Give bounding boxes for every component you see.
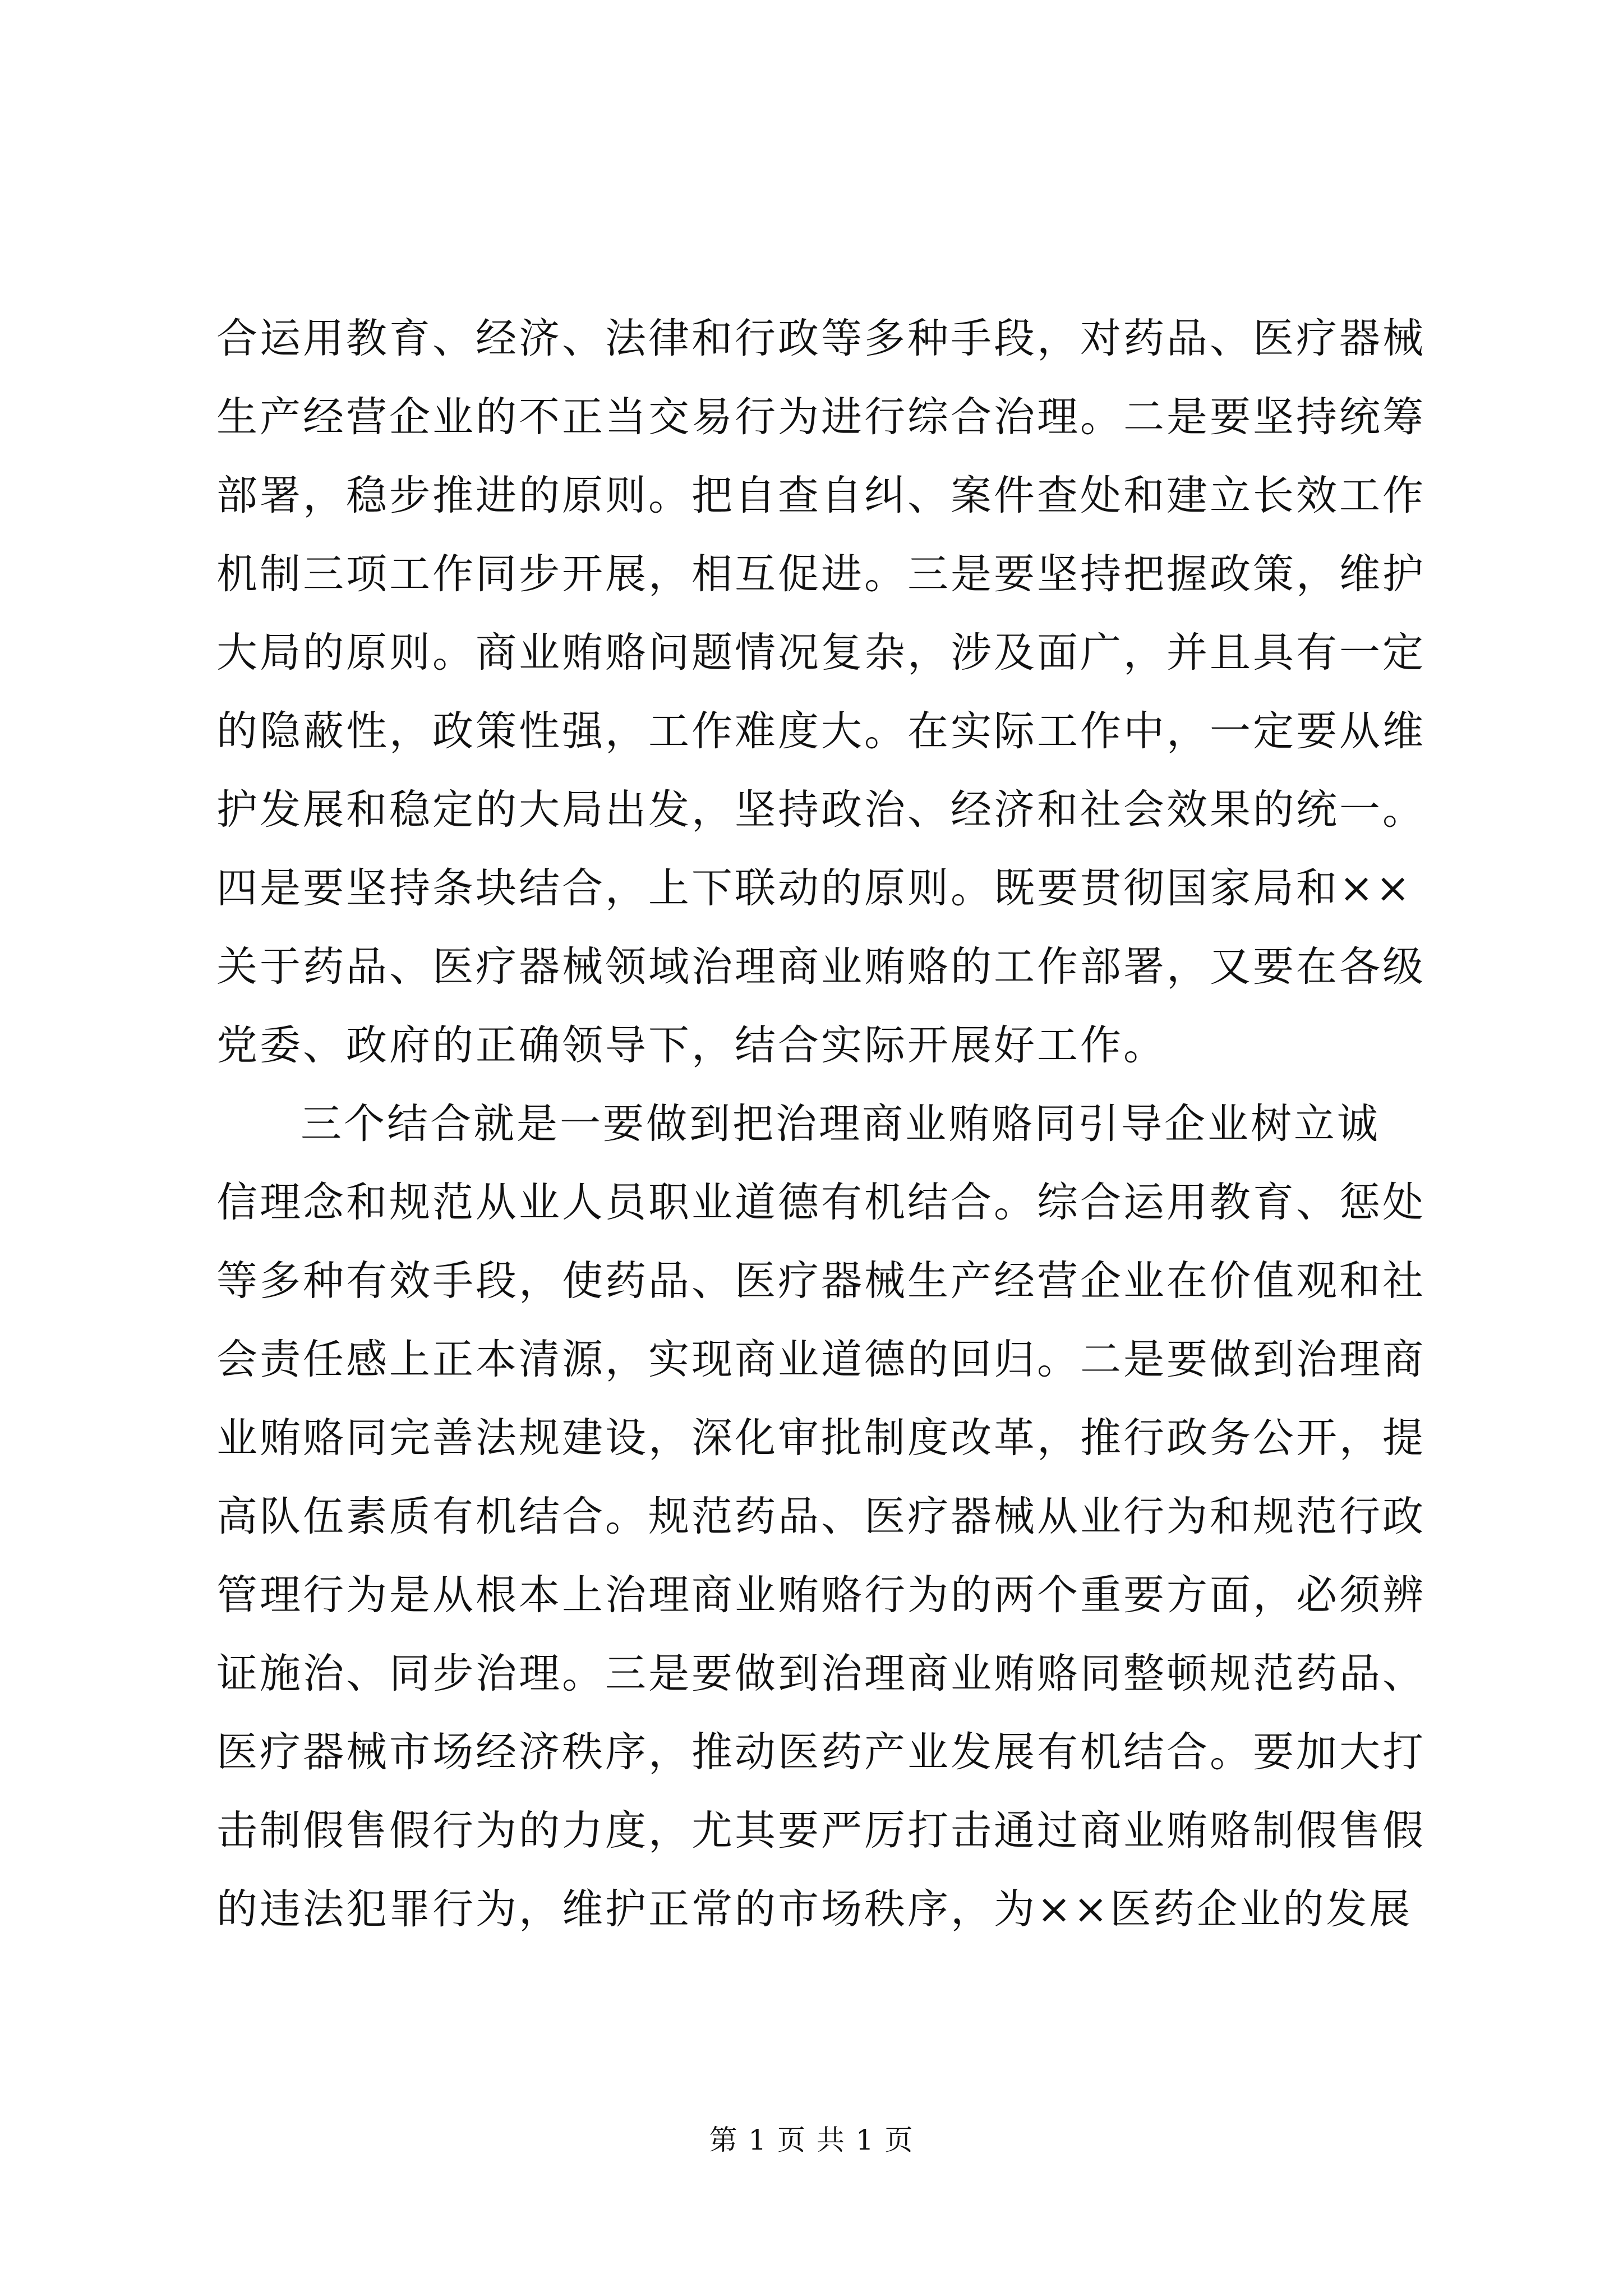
text-line: 会责任感上正本清源，实现商业道德的回归。二是要做到治理商 — [216, 1336, 1426, 1383]
text-line: 大局的原则。商业贿赂问题情况复杂，涉及面广，并且具有一定 — [216, 629, 1426, 677]
text-line: 的隐蔽性，政策性强，工作难度大。在实际工作中，一定要从维 — [216, 707, 1426, 755]
text-line: 证施治、同步治理。三是要做到治理商业贿赂同整顿规范药品、 — [216, 1650, 1426, 1697]
text-line: 合运用教育、经济、法律和行政等多种手段，对药品、医疗器械 — [216, 315, 1426, 362]
text-line: 部署，稳步推进的原则。把自查自纠、案件查处和建立长效工作 — [216, 472, 1426, 519]
text-line: 业贿赂同完善法规建设，深化审批制度改革，推行政务公开，提 — [216, 1414, 1426, 1462]
page-footer: 第 1 页 共 1 页 — [709, 2124, 914, 2156]
text-line: 医疗器械市场经济秩序，推动医药产业发展有机结合。要加大打 — [216, 1728, 1426, 1776]
text-line: 关于药品、医疗器械领域治理商业贿赂的工作部署，又要在各级 — [216, 943, 1426, 991]
text-line: 击制假售假行为的力度，尤其要严厉打击通过商业贿赂制假售假 — [216, 1807, 1426, 1855]
text-line: 机制三项工作同步开展，相互促进。三是要坚持把握政策，维护 — [216, 550, 1426, 598]
text-line: 四是要坚持条块结合，上下联动的原则。既要贯彻国家局和×× — [216, 864, 1413, 912]
text-line: 党委、政府的正确领导下，结合实际开展好工作。 — [216, 1022, 1166, 1069]
text-line: 信理念和规范从业人员职业道德有机结合。综合运用教育、惩处 — [216, 1179, 1426, 1226]
paragraph-first-line: 三个结合就是一要做到把治理商业贿赂同引导企业树立诚 — [301, 1100, 1380, 1148]
text-line: 高队伍素质有机结合。规范药品、医疗器械从业行为和规范行政 — [216, 1493, 1426, 1540]
text-line: 管理行为是从根本上治理商业贿赂行为的两个重要方面，必须辨 — [216, 1571, 1426, 1619]
text-line: 的违法犯罪行为，维护正常的市场秩序，为××医药企业的发展 — [216, 1885, 1413, 1933]
body-text — [216, 300, 1426, 1949]
text-line: 等多种有效手段，使药品、医疗器械生产经营企业在价值观和社 — [216, 1257, 1426, 1305]
text-line: 生产经营企业的不正当交易行为进行综合治理。二是要坚持统筹 — [216, 393, 1426, 441]
text-line: 护发展和稳定的大局出发，坚持政治、经济和社会效果的统一。 — [216, 786, 1426, 834]
